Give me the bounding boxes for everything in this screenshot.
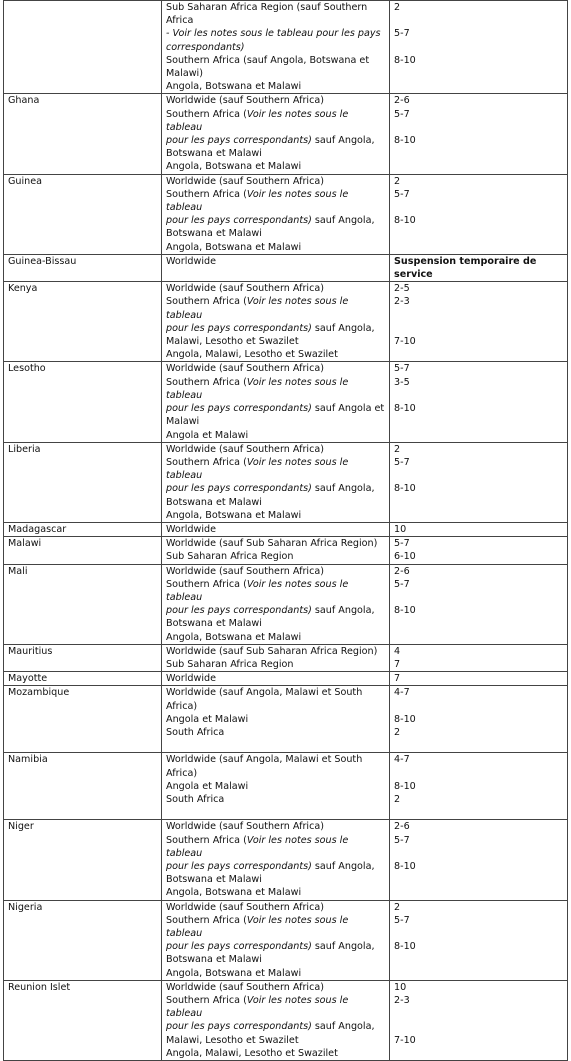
region-line: pour les pays correspondants) sauf Angola, xyxy=(166,860,375,872)
region-line: Southern Africa (Voir les notes sous le tableau xyxy=(166,456,349,482)
table-body xyxy=(4,1,568,1061)
table-row xyxy=(4,672,568,686)
days-cell xyxy=(390,94,568,174)
days-line xyxy=(394,591,563,604)
days-line xyxy=(394,700,563,713)
days-cell xyxy=(390,254,568,281)
days-line: 2-6 xyxy=(394,95,410,107)
days-line: 2-6 xyxy=(394,821,410,833)
region-cell xyxy=(162,362,390,442)
days-line: 8-10 xyxy=(394,403,416,415)
table-row xyxy=(4,522,568,536)
days-line: 2 xyxy=(394,793,401,805)
days-cell xyxy=(390,820,568,900)
region-line: Worldwide (sauf Southern Africa) xyxy=(166,443,324,455)
country-cell: Mozambique xyxy=(4,686,162,753)
region-line: Angola, Botswana et Malawi xyxy=(166,161,302,173)
days-line: 5-7 xyxy=(394,914,410,926)
region-line: correspondants) xyxy=(166,41,245,53)
days-line: 5-7 xyxy=(394,578,410,590)
days-cell xyxy=(390,1,568,94)
days-cell xyxy=(390,900,568,980)
days-line xyxy=(394,41,563,54)
table-row xyxy=(4,753,568,820)
region-line: South Africa xyxy=(166,793,225,805)
region-line xyxy=(166,806,385,819)
days-line xyxy=(394,873,563,886)
days-line: 5-7 xyxy=(394,456,410,468)
days-line: 4-7 xyxy=(394,687,410,699)
region-line: Angola, Botswana et Malawi xyxy=(166,509,302,521)
region-line: Angola, Malawi, Lesotho et Swazilet xyxy=(166,1047,338,1059)
table-row xyxy=(4,820,568,900)
region-line: Angola et Malawi xyxy=(166,780,249,792)
country-cell: Nigeria xyxy=(4,900,162,980)
table-row xyxy=(4,94,568,174)
days-line: 10 xyxy=(394,981,407,993)
days-line xyxy=(394,147,563,160)
region-line: Botswana et Malawi xyxy=(166,496,262,508)
days-line xyxy=(394,322,563,335)
region-line: Angola, Malawi, Lesotho et Swazilet xyxy=(166,349,338,361)
days-line: 2 xyxy=(394,726,401,738)
days-line: 2-3 xyxy=(394,296,410,308)
region-line: pour les pays correspondants) sauf Angola, xyxy=(166,1021,375,1033)
region-line: Southern Africa (Voir les notes sous le tableau xyxy=(166,834,349,859)
region-line: Malawi, Lesotho et Swazilet xyxy=(166,336,299,348)
region-line: Botswana et Malawi xyxy=(166,618,262,630)
region-line: Worldwide (sauf Southern Africa) xyxy=(166,363,324,375)
days-line: Suspension temporaire de service xyxy=(394,255,537,281)
region-line: Southern Africa (Voir les notes sous le tableau xyxy=(166,914,349,939)
delivery-times-table xyxy=(3,0,568,1061)
days-line: 5-7 xyxy=(394,363,410,375)
country-cell: Madagascar xyxy=(4,522,162,536)
region-cell xyxy=(162,900,390,980)
region-line: Worldwide xyxy=(166,673,216,685)
region-cell xyxy=(162,254,390,281)
region-line: pour les pays correspondants) sauf Angola, xyxy=(166,483,375,495)
country-cell: Guinea-Bissau xyxy=(4,254,162,281)
region-cell xyxy=(162,94,390,174)
region-line: Angola, Botswana et Malawi xyxy=(166,887,302,899)
region-line: pour les pays correspondants) sauf Angola et xyxy=(166,403,385,415)
days-line: 8-10 xyxy=(394,713,416,725)
days-line: 5-7 xyxy=(394,108,410,120)
days-line: 6-10 xyxy=(394,551,416,563)
days-line: 8-10 xyxy=(394,483,416,495)
days-line: 8-10 xyxy=(394,860,416,872)
region-cell xyxy=(162,686,390,753)
days-line: 7 xyxy=(394,673,401,685)
days-line: 8-10 xyxy=(394,941,416,953)
days-line xyxy=(394,469,563,482)
region-line xyxy=(166,739,385,752)
days-line xyxy=(394,767,563,780)
region-line: Sub Saharan Africa Region (sauf Southern Africa xyxy=(166,2,368,27)
days-line: 5-7 xyxy=(394,834,410,846)
days-cell xyxy=(390,644,568,671)
region-line: Southern Africa (Voir les notes sous le tableau xyxy=(166,188,349,214)
days-line xyxy=(394,67,563,80)
region-line: Worldwide (sauf Southern Africa) xyxy=(166,283,324,295)
region-line: Botswana et Malawi xyxy=(166,874,262,886)
region-line: Worldwide (sauf Sub Saharan Africa Region) xyxy=(166,538,378,550)
days-line: 2-5 xyxy=(394,283,410,295)
table-row xyxy=(4,644,568,671)
table-row xyxy=(4,900,568,980)
country-cell: Mali xyxy=(4,564,162,644)
region-line: Sub Saharan Africa Region xyxy=(166,658,294,670)
country-cell: Malawi xyxy=(4,537,162,564)
region-line: Angola, Botswana et Malawi xyxy=(166,967,302,979)
days-line: 2 xyxy=(394,175,401,187)
country-cell: Guinea xyxy=(4,174,162,254)
days-line: 2-3 xyxy=(394,995,410,1006)
country-cell: Lesotho xyxy=(4,362,162,442)
region-line: Worldwide (sauf Sub Saharan Africa Region) xyxy=(166,645,378,657)
country-cell: Reunion Islet xyxy=(4,980,162,1060)
days-line: 4-7 xyxy=(394,754,410,766)
region-line: South Africa xyxy=(166,726,225,738)
days-line xyxy=(394,227,563,240)
table-row xyxy=(4,564,568,644)
days-cell xyxy=(390,753,568,820)
days-cell xyxy=(390,686,568,753)
region-line: Worldwide xyxy=(166,255,216,267)
days-line xyxy=(394,617,563,630)
days-line xyxy=(394,496,563,509)
region-line: Worldwide (sauf Southern Africa) xyxy=(166,901,324,913)
country-cell: Niger xyxy=(4,820,162,900)
days-line: 10 xyxy=(394,523,407,535)
country-cell: Mayotte xyxy=(4,672,162,686)
region-line: Angola et Malawi xyxy=(166,713,249,725)
table-row xyxy=(4,686,568,753)
region-cell xyxy=(162,522,390,536)
days-line xyxy=(394,309,563,322)
region-line: Worldwide (sauf Southern Africa) xyxy=(166,981,324,993)
region-line: Southern Africa (Voir les notes sous le tableau xyxy=(166,578,349,603)
region-cell xyxy=(162,980,390,1060)
region-line: Angola, Botswana et Malawi xyxy=(166,241,302,253)
days-line: 2 xyxy=(394,2,401,13)
days-cell xyxy=(390,522,568,536)
region-line: - Voir les notes sous le tableau pour les pays xyxy=(166,28,381,40)
region-cell xyxy=(162,564,390,644)
country-cell: Mauritius xyxy=(4,644,162,671)
table-row xyxy=(4,174,568,254)
days-line xyxy=(394,389,563,402)
country-cell: Liberia xyxy=(4,442,162,522)
days-line: 7-10 xyxy=(394,336,416,348)
days-line: 5-7 xyxy=(394,28,410,40)
days-line: 8-10 xyxy=(394,780,416,792)
region-line: Southern Africa (Voir les notes sous le tableau xyxy=(166,108,349,133)
region-line: pour les pays correspondants) sauf Angola, xyxy=(166,215,375,227)
days-line: 8-10 xyxy=(394,215,416,227)
region-line: Worldwide (sauf Angola, Malawi et South Africa) xyxy=(166,687,363,712)
days-line xyxy=(394,121,563,134)
region-line: Southern Africa (sauf Angola, Botswana et xyxy=(166,54,370,66)
region-line: Worldwide xyxy=(166,523,216,535)
table-row xyxy=(4,1,568,94)
region-cell xyxy=(162,644,390,671)
days-cell xyxy=(390,282,568,362)
days-line: 8-10 xyxy=(394,54,416,66)
days-cell xyxy=(390,442,568,522)
days-line xyxy=(394,201,563,214)
region-line: pour les pays correspondants) sauf Angola, xyxy=(166,135,375,147)
days-cell xyxy=(390,672,568,686)
region-line: Worldwide (sauf Southern Africa) xyxy=(166,821,324,833)
region-cell xyxy=(162,174,390,254)
days-cell xyxy=(390,537,568,564)
days-line: 2 xyxy=(394,443,401,455)
region-line: Botswana et Malawi xyxy=(166,148,262,160)
days-line: 5-7 xyxy=(394,538,410,550)
region-line: Worldwide (sauf Angola, Malawi et South Africa) xyxy=(166,754,363,779)
region-line: pour les pays correspondants) sauf Angola, xyxy=(166,941,375,953)
days-line xyxy=(394,927,563,940)
region-line: Worldwide (sauf Southern Africa) xyxy=(166,565,324,577)
country-cell: Kenya xyxy=(4,282,162,362)
region-line: pour les pays correspondants) sauf Angola, xyxy=(166,605,375,617)
region-cell xyxy=(162,282,390,362)
region-line: Southern Africa (Voir les notes sous le tableau xyxy=(166,995,349,1020)
region-line: Botswana et Malawi xyxy=(166,954,262,966)
region-cell xyxy=(162,820,390,900)
region-line: Sub Saharan Africa Region xyxy=(166,551,294,563)
days-line: 2 xyxy=(394,901,401,913)
days-line xyxy=(394,953,563,966)
table-row xyxy=(4,980,568,1060)
days-line: 3-5 xyxy=(394,376,410,388)
days-line xyxy=(394,1020,563,1033)
table-row xyxy=(4,362,568,442)
days-line: 7 xyxy=(394,658,401,670)
days-line xyxy=(394,415,563,428)
region-line: Angola et Malawi xyxy=(166,429,249,441)
days-cell xyxy=(390,174,568,254)
days-line xyxy=(394,14,563,27)
region-line: Malawi) xyxy=(166,68,203,80)
days-line: 8-10 xyxy=(394,135,416,147)
region-line: Angola, Botswana et Malawi xyxy=(166,631,302,643)
region-line: Botswana et Malawi xyxy=(166,228,262,240)
region-line: Worldwide (sauf Southern Africa) xyxy=(166,95,324,107)
table-row xyxy=(4,442,568,522)
table-row xyxy=(4,537,568,564)
region-line: Malawi xyxy=(166,416,200,428)
table-row xyxy=(4,254,568,281)
region-cell xyxy=(162,442,390,522)
region-cell xyxy=(162,753,390,820)
days-cell xyxy=(390,980,568,1060)
region-line: Southern Africa (Voir les notes sous le tableau xyxy=(166,376,349,401)
country-cell: Namibia xyxy=(4,753,162,820)
region-line: Angola, Botswana et Malawi xyxy=(166,81,302,93)
region-line: Malawi, Lesotho et Swazilet xyxy=(166,1034,299,1046)
days-line: 5-7 xyxy=(394,188,410,200)
region-cell xyxy=(162,537,390,564)
days-cell xyxy=(390,362,568,442)
region-line: pour les pays correspondants) sauf Angola, xyxy=(166,322,375,334)
region-line: Worldwide (sauf Southern Africa) xyxy=(166,175,324,187)
days-line xyxy=(394,1007,563,1020)
country-cell xyxy=(4,1,162,94)
table-row xyxy=(4,282,568,362)
country-cell: Ghana xyxy=(4,94,162,174)
region-cell xyxy=(162,1,390,94)
days-line: 4 xyxy=(394,645,401,657)
days-line: 2-6 xyxy=(394,565,410,577)
region-line: Southern Africa (Voir les notes sous le tableau xyxy=(166,296,349,321)
days-cell xyxy=(390,564,568,644)
days-line: 8-10 xyxy=(394,605,416,617)
days-line: 7-10 xyxy=(394,1034,416,1046)
days-line xyxy=(394,847,563,860)
region-cell xyxy=(162,672,390,686)
